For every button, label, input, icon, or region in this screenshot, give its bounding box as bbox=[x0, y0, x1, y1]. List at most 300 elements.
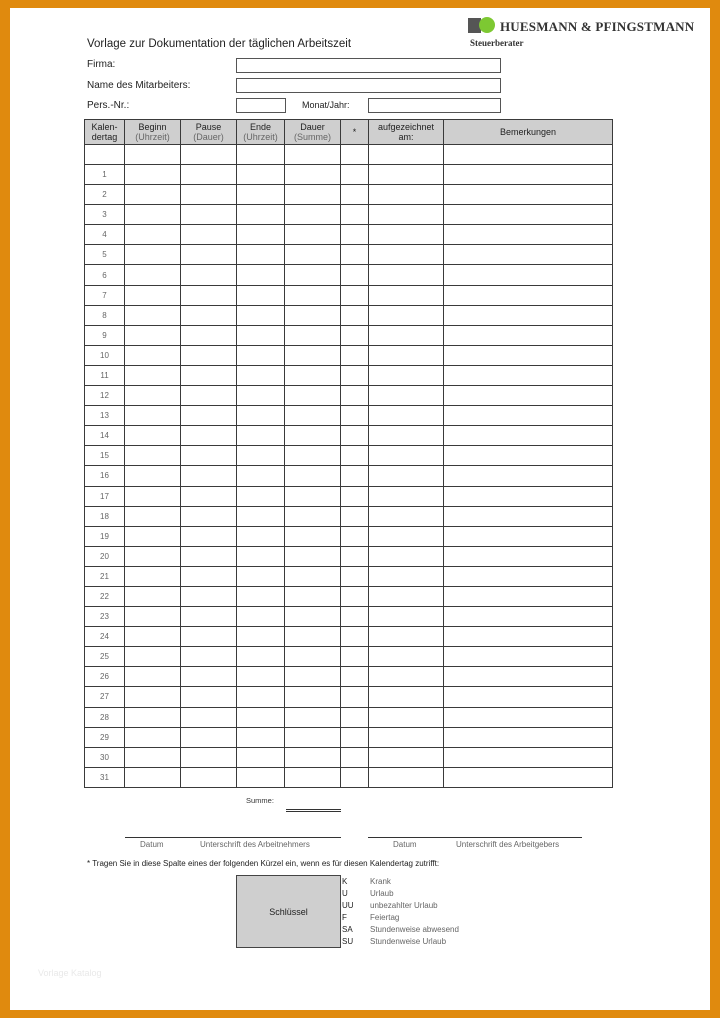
table-cell[interactable] bbox=[285, 466, 341, 486]
table-cell[interactable] bbox=[125, 205, 181, 225]
table-cell[interactable] bbox=[125, 747, 181, 767]
table-cell[interactable] bbox=[237, 607, 285, 627]
summe-underline bbox=[286, 809, 341, 810]
table-cell[interactable] bbox=[369, 205, 444, 225]
table-cell[interactable] bbox=[369, 365, 444, 385]
table-cell[interactable] bbox=[444, 687, 613, 707]
table-cell[interactable] bbox=[341, 546, 369, 566]
table-row bbox=[85, 767, 613, 787]
header-line2: am: bbox=[398, 132, 414, 142]
table-cell[interactable] bbox=[181, 426, 237, 446]
day-number: 15 bbox=[85, 446, 125, 466]
table-cell[interactable] bbox=[444, 566, 613, 586]
table-cell[interactable] bbox=[341, 767, 369, 787]
table-cell[interactable] bbox=[237, 707, 285, 727]
table-cell[interactable] bbox=[237, 727, 285, 747]
document-page bbox=[10, 8, 710, 1010]
key-code: U bbox=[342, 889, 348, 898]
table-cell[interactable] bbox=[444, 365, 613, 385]
table-cell[interactable] bbox=[285, 707, 341, 727]
header-cell-1 bbox=[125, 120, 181, 145]
table-row bbox=[85, 205, 613, 225]
table-cell[interactable] bbox=[369, 285, 444, 305]
table-cell[interactable] bbox=[285, 747, 341, 767]
table-cell[interactable] bbox=[341, 345, 369, 365]
watermark: Vorlage Katalog bbox=[38, 968, 102, 978]
table-cell[interactable] bbox=[181, 406, 237, 426]
table-cell[interactable] bbox=[444, 546, 613, 566]
table-cell[interactable] bbox=[125, 386, 181, 406]
table-cell[interactable] bbox=[237, 305, 285, 325]
sig-label-employer: Unterschrift des Arbeitgebers bbox=[456, 840, 560, 849]
table-cell[interactable] bbox=[181, 546, 237, 566]
table-cell[interactable] bbox=[341, 426, 369, 446]
table-cell[interactable] bbox=[444, 225, 613, 245]
day-number: 17 bbox=[85, 486, 125, 506]
table-cell[interactable] bbox=[444, 265, 613, 285]
table-cell[interactable] bbox=[341, 667, 369, 687]
table-cell[interactable] bbox=[237, 406, 285, 426]
table-row bbox=[85, 265, 613, 285]
table-cell[interactable] bbox=[181, 285, 237, 305]
table-cell[interactable] bbox=[125, 285, 181, 305]
table-cell[interactable] bbox=[181, 386, 237, 406]
table-cell[interactable] bbox=[444, 647, 613, 667]
table-cell[interactable] bbox=[125, 185, 181, 205]
table-cell[interactable] bbox=[181, 586, 237, 606]
table-cell[interactable] bbox=[237, 767, 285, 787]
table-row bbox=[85, 747, 613, 767]
table-cell[interactable] bbox=[237, 426, 285, 446]
table-cell[interactable] bbox=[341, 566, 369, 586]
table-cell[interactable] bbox=[237, 225, 285, 245]
table-cell[interactable] bbox=[181, 205, 237, 225]
table-cell[interactable] bbox=[237, 386, 285, 406]
header-line1: Kalen- bbox=[91, 121, 118, 132]
table-cell[interactable] bbox=[181, 345, 237, 365]
table-cell[interactable] bbox=[285, 305, 341, 325]
table-cell[interactable] bbox=[444, 285, 613, 305]
table-cell[interactable] bbox=[285, 185, 341, 205]
key-code: SA bbox=[342, 925, 353, 934]
summe-label: Summe: bbox=[246, 796, 274, 805]
table-cell[interactable] bbox=[237, 205, 285, 225]
table-cell[interactable] bbox=[181, 506, 237, 526]
table-cell[interactable] bbox=[285, 526, 341, 546]
day-number: 29 bbox=[85, 727, 125, 747]
table-cell[interactable] bbox=[125, 707, 181, 727]
key-code: K bbox=[342, 877, 348, 886]
table-cell[interactable] bbox=[125, 586, 181, 606]
header-line2: (Uhrzeit) bbox=[243, 132, 278, 142]
table-cell[interactable] bbox=[285, 365, 341, 385]
day-number: 30 bbox=[85, 747, 125, 767]
table-cell[interactable] bbox=[125, 727, 181, 747]
table-cell[interactable] bbox=[125, 426, 181, 446]
header-line1: Pause bbox=[195, 121, 222, 132]
header-line2: (Uhrzeit) bbox=[135, 132, 170, 142]
table-cell[interactable] bbox=[444, 165, 613, 185]
table-cell[interactable] bbox=[444, 707, 613, 727]
table-header-row bbox=[85, 120, 613, 145]
table-cell[interactable] bbox=[341, 185, 369, 205]
table-cell[interactable] bbox=[341, 607, 369, 627]
table-cell[interactable] bbox=[125, 345, 181, 365]
day-number: 24 bbox=[85, 627, 125, 647]
table-cell[interactable] bbox=[341, 406, 369, 426]
table-cell[interactable] bbox=[181, 647, 237, 667]
table-cell[interactable] bbox=[285, 345, 341, 365]
firma-field[interactable] bbox=[236, 58, 501, 73]
table-cell[interactable] bbox=[444, 747, 613, 767]
table-cell[interactable] bbox=[369, 687, 444, 707]
table-cell[interactable] bbox=[341, 727, 369, 747]
table-cell[interactable] bbox=[237, 446, 285, 466]
table-cell[interactable] bbox=[125, 165, 181, 185]
table-cell[interactable] bbox=[285, 627, 341, 647]
table-cell[interactable] bbox=[237, 486, 285, 506]
table-cell[interactable] bbox=[341, 627, 369, 647]
day-number: 28 bbox=[85, 707, 125, 727]
table-cell[interactable] bbox=[444, 466, 613, 486]
header-cell-4 bbox=[285, 120, 341, 145]
table-cell[interactable] bbox=[341, 506, 369, 526]
table-cell[interactable] bbox=[125, 767, 181, 787]
table-cell[interactable] bbox=[444, 526, 613, 546]
table-cell[interactable] bbox=[125, 466, 181, 486]
table-cell[interactable] bbox=[285, 506, 341, 526]
table-cell[interactable] bbox=[341, 707, 369, 727]
table-cell[interactable] bbox=[237, 325, 285, 345]
table-cell[interactable] bbox=[341, 165, 369, 185]
table-cell[interactable] bbox=[237, 185, 285, 205]
table-cell[interactable] bbox=[285, 245, 341, 265]
day-number: 16 bbox=[85, 466, 125, 486]
table-row bbox=[85, 526, 613, 546]
table-cell[interactable] bbox=[444, 767, 613, 787]
header-line2: (Summe) bbox=[293, 132, 331, 142]
day-number: 25 bbox=[85, 647, 125, 667]
header-cell-6 bbox=[369, 120, 444, 145]
table-cell[interactable] bbox=[369, 386, 444, 406]
table-cell[interactable] bbox=[369, 586, 444, 606]
logo-mark-icon bbox=[468, 17, 498, 35]
table-cell[interactable] bbox=[444, 586, 613, 606]
day-number: 21 bbox=[85, 566, 125, 586]
table-cell[interactable] bbox=[369, 506, 444, 526]
day-number: 18 bbox=[85, 506, 125, 526]
table-cell[interactable] bbox=[341, 486, 369, 506]
table-cell[interactable] bbox=[181, 627, 237, 647]
table-cell[interactable] bbox=[369, 566, 444, 586]
table-cell[interactable] bbox=[341, 446, 369, 466]
table-cell[interactable] bbox=[369, 727, 444, 747]
day-number: 13 bbox=[85, 406, 125, 426]
table-cell[interactable] bbox=[237, 506, 285, 526]
table-cell[interactable] bbox=[369, 426, 444, 446]
table-cell[interactable] bbox=[285, 607, 341, 627]
table-cell[interactable] bbox=[237, 345, 285, 365]
table-cell[interactable] bbox=[125, 627, 181, 647]
table-cell[interactable] bbox=[444, 627, 613, 647]
table-cell[interactable] bbox=[341, 265, 369, 285]
table-cell[interactable] bbox=[341, 586, 369, 606]
day-number: 31 bbox=[85, 767, 125, 787]
table-cell[interactable] bbox=[285, 386, 341, 406]
table-cell[interactable] bbox=[237, 526, 285, 546]
table-cell[interactable] bbox=[341, 466, 369, 486]
table-cell[interactable] bbox=[444, 667, 613, 687]
table-cell[interactable] bbox=[341, 245, 369, 265]
table-cell[interactable] bbox=[181, 767, 237, 787]
table-cell[interactable] bbox=[181, 365, 237, 385]
table-cell[interactable] bbox=[237, 647, 285, 667]
table-cell bbox=[181, 145, 237, 165]
table-cell[interactable] bbox=[341, 687, 369, 707]
table-cell[interactable] bbox=[285, 667, 341, 687]
table-row bbox=[85, 566, 613, 586]
table-cell[interactable] bbox=[369, 526, 444, 546]
table-cell[interactable] bbox=[181, 707, 237, 727]
table-cell[interactable] bbox=[369, 265, 444, 285]
table-cell[interactable] bbox=[181, 305, 237, 325]
day-number: 3 bbox=[85, 205, 125, 225]
table-cell[interactable] bbox=[369, 305, 444, 325]
table-cell[interactable] bbox=[369, 627, 444, 647]
monat-field[interactable] bbox=[368, 98, 501, 113]
table-cell[interactable] bbox=[237, 365, 285, 385]
table-cell[interactable] bbox=[285, 566, 341, 586]
table-cell[interactable] bbox=[181, 667, 237, 687]
table-cell[interactable] bbox=[341, 285, 369, 305]
table-cell[interactable] bbox=[341, 365, 369, 385]
day-number: 5 bbox=[85, 245, 125, 265]
table-cell[interactable] bbox=[285, 446, 341, 466]
day-number: 6 bbox=[85, 265, 125, 285]
table-cell[interactable] bbox=[285, 406, 341, 426]
table-cell[interactable] bbox=[181, 466, 237, 486]
table-cell[interactable] bbox=[125, 486, 181, 506]
table-cell[interactable] bbox=[237, 627, 285, 647]
key-description: Feiertag bbox=[370, 913, 400, 922]
table-cell[interactable] bbox=[181, 325, 237, 345]
header-cell-5 bbox=[341, 120, 369, 145]
header-cell-0 bbox=[85, 120, 125, 145]
table-cell[interactable] bbox=[341, 225, 369, 245]
table-cell[interactable] bbox=[444, 325, 613, 345]
table-cell[interactable] bbox=[369, 345, 444, 365]
header-line1: Dauer bbox=[300, 121, 325, 132]
table-cell[interactable] bbox=[285, 586, 341, 606]
table-cell[interactable] bbox=[341, 386, 369, 406]
table-cell[interactable] bbox=[237, 285, 285, 305]
table-cell[interactable] bbox=[181, 526, 237, 546]
table-cell[interactable] bbox=[369, 466, 444, 486]
table-cell[interactable] bbox=[369, 607, 444, 627]
table-cell[interactable] bbox=[181, 185, 237, 205]
table-cell[interactable] bbox=[181, 265, 237, 285]
table-cell[interactable] bbox=[237, 165, 285, 185]
key-box bbox=[236, 875, 341, 948]
table-cell[interactable] bbox=[237, 687, 285, 707]
table-cell[interactable] bbox=[237, 586, 285, 606]
table-cell[interactable] bbox=[369, 647, 444, 667]
table-cell[interactable] bbox=[181, 607, 237, 627]
table-cell[interactable] bbox=[285, 426, 341, 446]
table-cell[interactable] bbox=[181, 687, 237, 707]
table-cell[interactable] bbox=[285, 767, 341, 787]
table-cell[interactable] bbox=[285, 165, 341, 185]
table-cell[interactable] bbox=[444, 486, 613, 506]
table-cell[interactable] bbox=[181, 446, 237, 466]
table-cell[interactable] bbox=[285, 325, 341, 345]
table-row bbox=[85, 386, 613, 406]
table-cell[interactable] bbox=[125, 365, 181, 385]
table-cell[interactable] bbox=[285, 647, 341, 667]
table-cell[interactable] bbox=[369, 325, 444, 345]
table-cell[interactable] bbox=[341, 305, 369, 325]
table-cell[interactable] bbox=[285, 285, 341, 305]
sig-datum-right: Datum bbox=[393, 840, 417, 849]
table-cell[interactable] bbox=[125, 607, 181, 627]
table-cell[interactable] bbox=[125, 225, 181, 245]
table-cell[interactable] bbox=[369, 165, 444, 185]
table-cell[interactable] bbox=[369, 446, 444, 466]
table-cell[interactable] bbox=[125, 566, 181, 586]
table-cell[interactable] bbox=[285, 727, 341, 747]
table-cell[interactable] bbox=[444, 245, 613, 265]
table-cell[interactable] bbox=[285, 205, 341, 225]
table-cell[interactable] bbox=[444, 446, 613, 466]
mitarbeiter-field[interactable] bbox=[236, 78, 501, 93]
table-cell[interactable] bbox=[181, 165, 237, 185]
table-cell[interactable] bbox=[125, 546, 181, 566]
table-cell[interactable] bbox=[369, 225, 444, 245]
table-cell[interactable] bbox=[369, 185, 444, 205]
table-cell[interactable] bbox=[181, 727, 237, 747]
table-cell[interactable] bbox=[444, 305, 613, 325]
table-cell[interactable] bbox=[369, 546, 444, 566]
table-cell[interactable] bbox=[285, 486, 341, 506]
table-cell[interactable] bbox=[341, 647, 369, 667]
table-cell[interactable] bbox=[444, 426, 613, 446]
table-cell[interactable] bbox=[237, 747, 285, 767]
day-number: 1 bbox=[85, 165, 125, 185]
table-cell[interactable] bbox=[369, 486, 444, 506]
table-cell[interactable] bbox=[125, 647, 181, 667]
table-cell[interactable] bbox=[237, 566, 285, 586]
table-cell[interactable] bbox=[369, 767, 444, 787]
day-number: 2 bbox=[85, 185, 125, 205]
table-row bbox=[85, 546, 613, 566]
table-cell[interactable] bbox=[369, 707, 444, 727]
header-cell-2 bbox=[181, 120, 237, 145]
table-cell[interactable] bbox=[125, 406, 181, 426]
key-description: Stundenweise abwesend bbox=[370, 925, 459, 934]
table-cell[interactable] bbox=[341, 747, 369, 767]
header-cell-3 bbox=[237, 120, 285, 145]
table-row bbox=[85, 305, 613, 325]
table-cell[interactable] bbox=[237, 265, 285, 285]
signature-line-employer[interactable] bbox=[368, 837, 582, 838]
table-cell[interactable] bbox=[341, 325, 369, 345]
table-cell[interactable] bbox=[444, 607, 613, 627]
table-cell[interactable] bbox=[125, 245, 181, 265]
key-code: UU bbox=[342, 901, 354, 910]
day-number: 12 bbox=[85, 386, 125, 406]
table-cell[interactable] bbox=[125, 305, 181, 325]
table-cell[interactable] bbox=[237, 546, 285, 566]
table-cell[interactable] bbox=[237, 667, 285, 687]
day-number: 22 bbox=[85, 586, 125, 606]
table-row bbox=[85, 245, 613, 265]
key-description: Urlaub bbox=[370, 889, 394, 898]
table-cell[interactable] bbox=[125, 446, 181, 466]
header-line1: * bbox=[352, 126, 357, 137]
table-cell[interactable] bbox=[285, 687, 341, 707]
table-row bbox=[85, 486, 613, 506]
table-cell[interactable] bbox=[181, 566, 237, 586]
table-row bbox=[85, 667, 613, 687]
table-cell[interactable] bbox=[341, 526, 369, 546]
table-cell[interactable] bbox=[444, 727, 613, 747]
table-cell bbox=[341, 145, 369, 165]
key-description: unbezahlter Urlaub bbox=[370, 901, 438, 910]
table-cell[interactable] bbox=[237, 245, 285, 265]
signature-line-employee[interactable] bbox=[125, 837, 341, 838]
table-cell[interactable] bbox=[444, 386, 613, 406]
table-cell[interactable] bbox=[237, 466, 285, 486]
table-cell[interactable] bbox=[125, 667, 181, 687]
table-cell[interactable] bbox=[285, 225, 341, 245]
table-cell bbox=[444, 145, 613, 165]
header-cell-7 bbox=[444, 120, 613, 145]
persnr-field[interactable] bbox=[236, 98, 286, 113]
table-cell[interactable] bbox=[285, 265, 341, 285]
table-cell[interactable] bbox=[181, 486, 237, 506]
table-cell[interactable] bbox=[125, 325, 181, 345]
table-cell[interactable] bbox=[444, 506, 613, 526]
table-cell[interactable] bbox=[444, 406, 613, 426]
table-cell[interactable] bbox=[125, 526, 181, 546]
table-row bbox=[85, 406, 613, 426]
table-cell[interactable] bbox=[369, 406, 444, 426]
table-cell[interactable] bbox=[181, 245, 237, 265]
table-cell[interactable] bbox=[125, 265, 181, 285]
table-cell[interactable] bbox=[369, 747, 444, 767]
key-code: SU bbox=[342, 937, 354, 946]
table-row bbox=[85, 345, 613, 365]
table-cell[interactable] bbox=[341, 205, 369, 225]
table-spacer-row bbox=[85, 145, 613, 165]
table-cell[interactable] bbox=[125, 687, 181, 707]
table-cell[interactable] bbox=[369, 245, 444, 265]
table-cell[interactable] bbox=[181, 225, 237, 245]
table-cell[interactable] bbox=[369, 667, 444, 687]
table-cell[interactable] bbox=[285, 546, 341, 566]
table-cell[interactable] bbox=[125, 506, 181, 526]
table-cell[interactable] bbox=[181, 747, 237, 767]
day-number: 19 bbox=[85, 526, 125, 546]
header-line1: Ende bbox=[249, 121, 272, 132]
logo-company-name: HUESMANN & PFINGSTMANN bbox=[500, 19, 695, 34]
table-row bbox=[85, 165, 613, 185]
logo-subtitle: Steuerberater bbox=[470, 38, 524, 48]
table-cell[interactable] bbox=[444, 205, 613, 225]
table-cell[interactable] bbox=[444, 185, 613, 205]
key-label: Schlüssel bbox=[269, 906, 308, 917]
table-cell[interactable] bbox=[444, 345, 613, 365]
